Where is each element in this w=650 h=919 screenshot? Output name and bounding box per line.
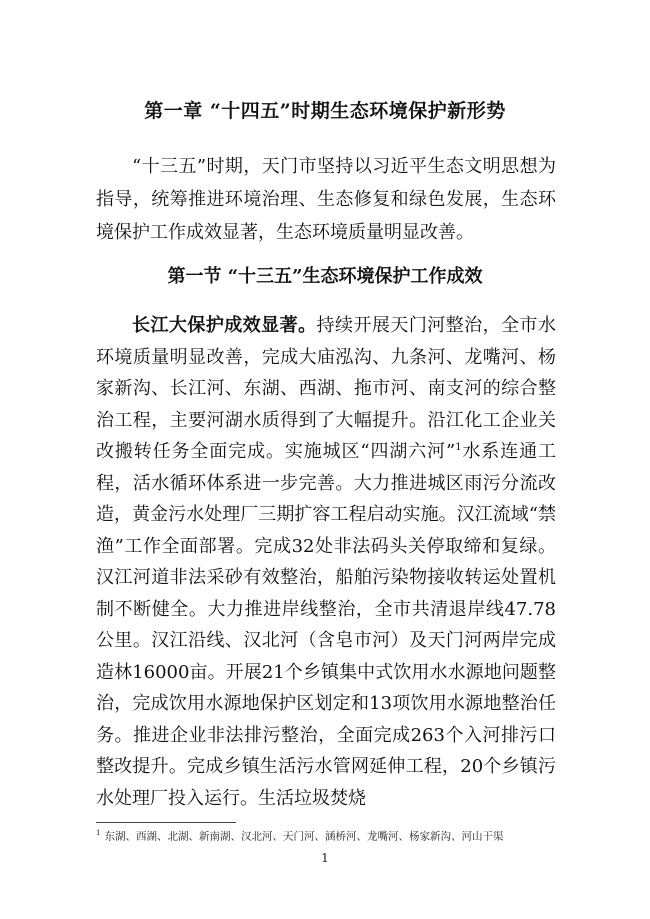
page-number: 1 [321,851,329,865]
chapter-title: 第一章 “十四五”时期生态环境保护新形势 [144,100,506,122]
footnote [96,826,566,844]
intro-paragraph: “十三五”时期，天门市坚持以习近平生态文明思想为指导，统筹推进环境治理、生态修复和绿色发展，生态环境保护工作成效显著，生态环境质量明显改善。 [96,156,556,243]
footnote-divider [96,822,236,823]
footnote-text: 东湖、西湖、北湖、新南湖、汉北河、天门河、涵桥河、龙嘴河、杨家新沟、河山干渠 [104,830,504,843]
paragraph-lead-sentence: 长江大保护成效显著。 [132,315,317,336]
body-paragraph [96,310,556,814]
footnote-reference[interactable]: 1 [455,442,462,453]
footnote-marker: 1 [96,829,101,837]
paragraph-text-part-1: 持续开展天门河整治，全市水环境质量明显改善，完成大庙泓沟、九条河、龙嘴河、杨家新沟、长江河、东湖、西湖、拖市河、南支河的综合整治工程，主要河湖水质得到了大幅提升。沿江化工企业关改搬转任务全面完成。实施城区“四湖六河” [96,315,557,462]
paragraph-text-part-2: 水系连通工程，活水循环体系进一步完善。大力推进城区雨污分流改造，黄金污水处理厂三期扩容工程启动实施。汉江流域“禁渔”工作全面部署。完成32处非法码头关停取缔和复绿。汉江河道非法采砂有效整治，船舶污染物接收转运处置机制不断健全。大力推进岸线整治，全市共清退岸线47.78公里。汉江沿线、汉北河（含皂市河）及天门河两岸完成造林16000亩。开展21个乡镇集中式饮用水水源地问题整治，完成饮用水源地保护区划定和13项饮用水源地整治任务。推进企业非法排污整治，全面完成263个入河排污口整改提升。完成乡镇生活污水管网延伸工程，20个乡镇污水处理厂投入运行。生活垃圾焚烧 [96,441,556,809]
section-title: 第一节 “十三五”生态环境保护工作成效 [167,266,483,287]
